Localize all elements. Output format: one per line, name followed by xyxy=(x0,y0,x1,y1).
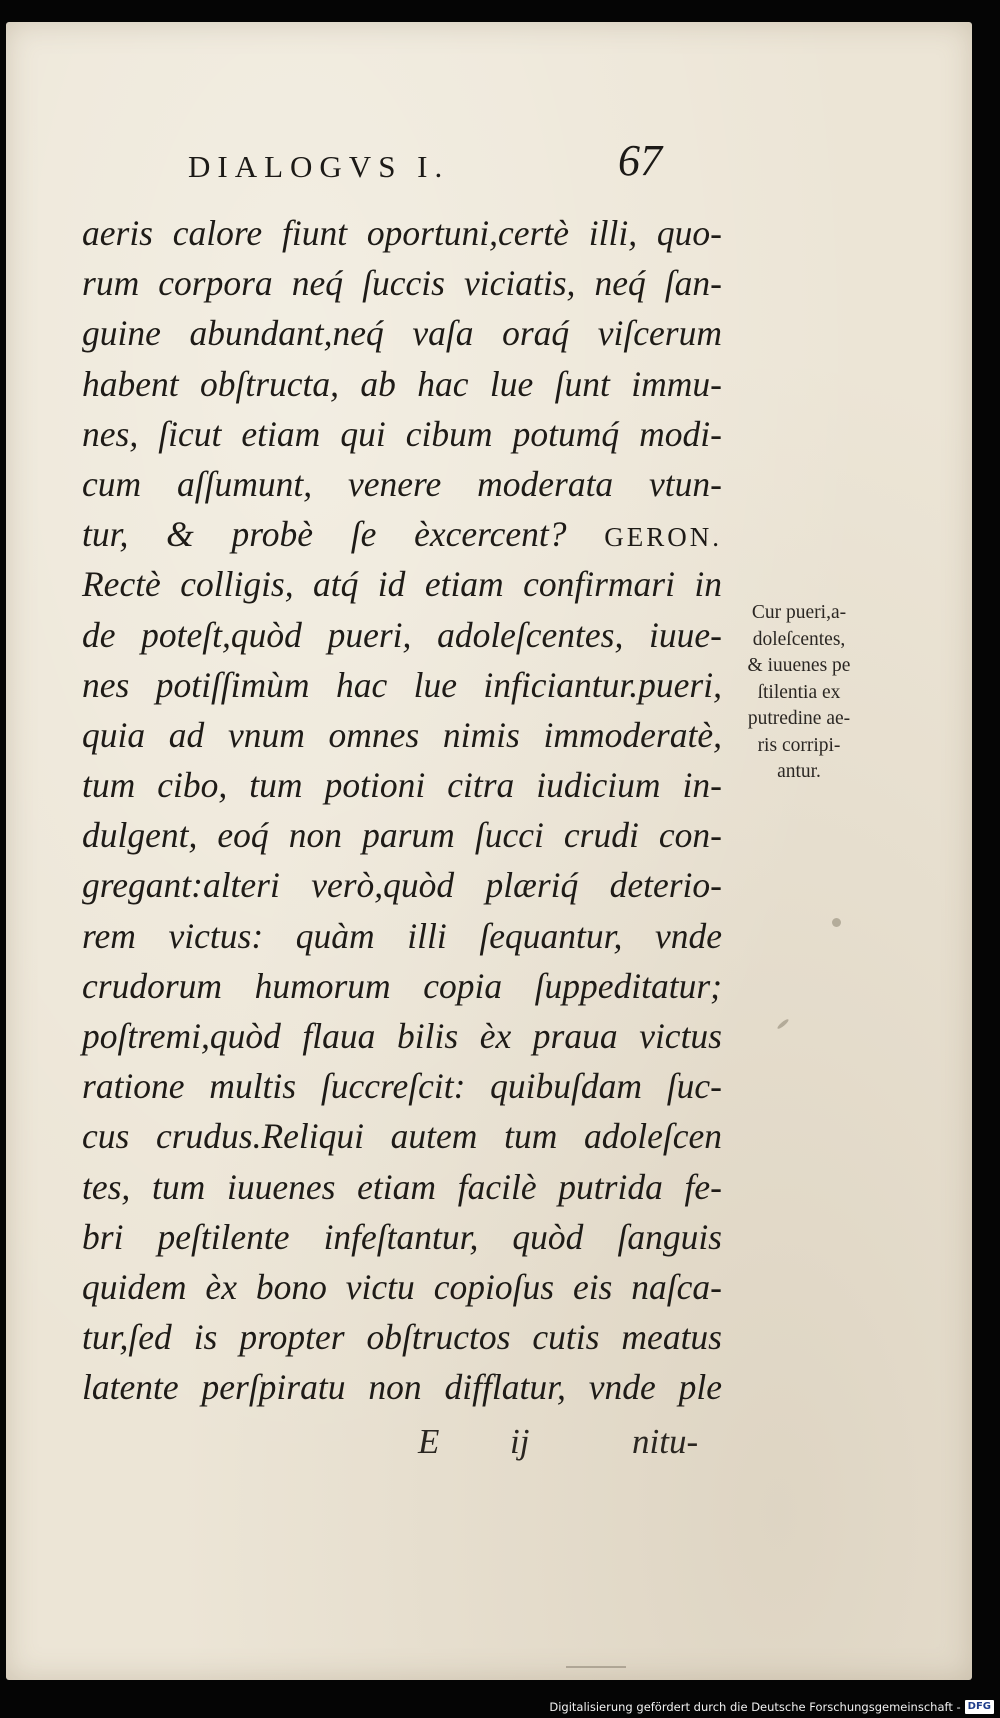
paper-mark xyxy=(566,1666,626,1668)
running-head xyxy=(188,135,708,191)
text-line: rem victus: quàm illi ſequantur, vnde xyxy=(82,915,722,956)
body-text xyxy=(82,208,722,1413)
text-line: bri peſtilente infeſtantur, quòd ſanguis xyxy=(82,1216,722,1257)
text-line: tur,ſed is propter obſtructos cutis meatus xyxy=(82,1317,722,1358)
marginal-note-line: doleſcentes, xyxy=(752,628,846,650)
dfg-logo: DFG xyxy=(965,1700,994,1714)
text-line: cum aſſumunt, venere moderata vtun- xyxy=(82,463,722,504)
signature-leaf: ij xyxy=(510,1422,530,1461)
paper-spot xyxy=(776,1018,789,1030)
digitization-credit xyxy=(549,1698,994,1716)
text-line: poſtremi,quòd flaua bilis èx praua victus xyxy=(82,1016,722,1056)
text-line: quidem èx bono victu copioſus eis naſca- xyxy=(82,1266,722,1307)
paper-spot xyxy=(832,918,841,927)
text-line: guine abundant,neq́ vaſa oraq́ viſcerum xyxy=(82,313,722,354)
text-line: gregant:alteri verò,quòd plæriq́ deterio- xyxy=(82,865,722,906)
text-line: Rectè colligis, atq́ id etiam confirmari in xyxy=(82,564,722,605)
text-line: aeris calore fiunt oportuni,certè illi, quo- xyxy=(82,213,722,253)
running-title: DIALOGVS I. xyxy=(188,149,450,184)
text-line: quia ad vnum omnes nimis immoderatè, xyxy=(82,714,722,755)
text-line: crudorum humorum copia ſuppeditatur; xyxy=(82,965,722,1006)
marginal-note-line: putredine ae- xyxy=(747,708,851,729)
marginal-note-line: ſtilentia ex xyxy=(757,681,841,703)
page-number: 67 xyxy=(618,136,662,185)
credit-text: Digitalisierung gefördert durch die Deutsche Forschungsgemeinschaft - xyxy=(549,1700,961,1714)
text-line: tes, tum iuuenes etiam facilè putrida fe- xyxy=(82,1166,722,1207)
catchwords-line xyxy=(418,1422,718,1472)
marginal-note-line: antur. xyxy=(777,761,821,782)
text-line: habent obſtructa, ab hac lue ſunt immu- xyxy=(82,363,722,404)
text-line: tum cibo, tum potioni citra iudicium in- xyxy=(82,765,722,806)
text-line: dulgent, eoq́ non parum ſucci crudi con- xyxy=(82,815,722,856)
signature-mark: E xyxy=(418,1422,440,1461)
book-page xyxy=(6,22,972,1680)
marginal-note-line: & iuuenes pe xyxy=(747,655,851,676)
text-line: rum corpora neq́ ſuccis viciatis, neq́ ſan- xyxy=(82,263,722,304)
text-line: nes, ſicut etiam qui cibum potumq́ modi- xyxy=(82,413,722,454)
text-line-with-speaker xyxy=(82,509,722,559)
catchword: nitu- xyxy=(632,1422,699,1461)
marginal-note-line: Cur pueri,a- xyxy=(751,602,847,623)
marginal-note xyxy=(724,600,874,786)
speaker-name: GERON. xyxy=(604,522,722,553)
text-line: latente perſpiratu non difflatur, vnde ple xyxy=(82,1367,722,1408)
marginal-note-line: ris corripi- xyxy=(757,734,841,756)
text-line-fragment: tur, & probè ſe èxcercent? xyxy=(82,514,567,555)
text-line: nes potiſſimùm hac lue inficiantur.pueri, xyxy=(82,664,722,705)
text-line: cus crudus.Reliqui autem tum adoleſcen xyxy=(82,1116,722,1157)
text-line: ratione multis ſuccreſcit: quibuſdam ſuc- xyxy=(82,1066,722,1107)
text-line: de poteſt,quòd pueri, adoleſcentes, iuue- xyxy=(82,614,722,655)
